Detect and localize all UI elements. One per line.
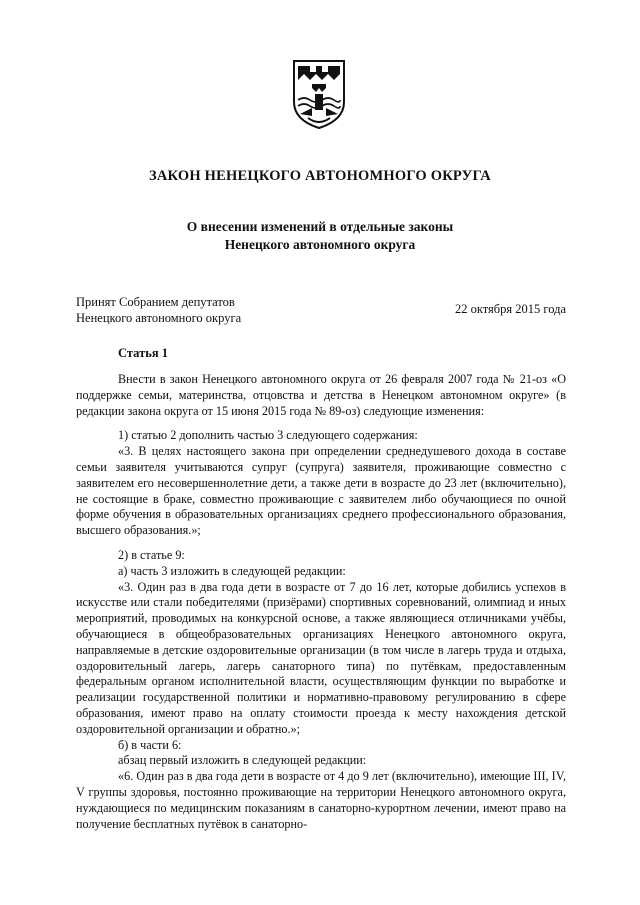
paragraph: абзац первый изложить в следующей редакции:	[118, 753, 367, 768]
paragraph: «3. В целях настоящего закона при определении среднедушевого дохода в составе семьи заявителя учитываются супруг (супруга) заявителя, проживающие совместно с заявителем его несовершеннолетние дети, а также дети в возрасте до 23 лет (включительно), не состоящие в браке, совместно проживающие с заявителем либо обучающиеся по очной форме обучения в образовательных организациях среднего профессионального образования, высшего образования.»;	[76, 444, 566, 538]
adoption-body	[76, 294, 241, 326]
coat-of-arms-icon	[290, 58, 348, 130]
article-body	[76, 372, 566, 832]
subtitle-line-1: О внесении изменений в отдельные законы	[186, 219, 454, 234]
paragraph: б) в части 6:	[118, 737, 182, 752]
article-heading: Статья 1	[118, 346, 168, 360]
paragraph: «6. Один раз в два года дети в возрасте от 4 до 9 лет (включительно), имеющие III, IV, V группы здоровья, постоянно проживающие на территории Ненецкого автономного округа, нуждающиеся по медицинским показаниям в санаторно-курортном лечении, имеют право на получение бесплатных путёвок в санаторно-	[76, 769, 566, 831]
adopted-line-2: Ненецкого автономного округа	[76, 311, 242, 325]
paragraph: 2) в статье 9:	[118, 547, 185, 562]
adoption-date: 22 октября 2015 года	[454, 302, 566, 316]
paragraph: Внести в закон Ненецкого автономного округа от 26 февраля 2007 года № 21-оз «О поддержке семьи, материнства, отцовства и детства в Ненецком автономном округе» (в редакции закона округа от 15 июня 2015 года № 89-оз) следующие изменения:	[76, 372, 566, 418]
law-title: ЗАКОН НЕНЕЦКОГО АВТОНОМНОГО ОКРУГА	[149, 168, 491, 184]
subtitle-line-2: Ненецкого автономного округа	[224, 237, 416, 252]
paragraph: а) часть 3 изложить в следующей редакции:	[118, 563, 346, 578]
paragraph: 1) статью 2 дополнить частью 3 следующего содержания:	[118, 428, 418, 443]
law-subtitle	[0, 218, 640, 254]
adopted-line-1: Принят Собранием депутатов	[76, 295, 235, 309]
paragraph: «3. Один раз в два года дети в возрасте от 7 до 16 лет, которые добились успехов в искусстве или стали победителями (призёрами) спортивных соревнований, олимпиад и иных мероприятий, проводимых на конкурсной основе, а также являющиеся отличниками учёбы, обучающиеся в общеобразовательных организациях Ненецкого автономного округа, направляемые в детские оздоровительные организации (в том числе в лагерь труда и отдыха, оздоровительный лагерь, лагерь санаторного типа) по путёвкам, предоставленным федеральным органом исполнительной власти, осуществляющим функции по выработке и реализации государственной политики и нормативно-правовому регулированию в сфере образования, имеют право на оплату стоимости проезда к месту нахождения детской оздоровительной организации и обратно.»;	[76, 579, 566, 736]
